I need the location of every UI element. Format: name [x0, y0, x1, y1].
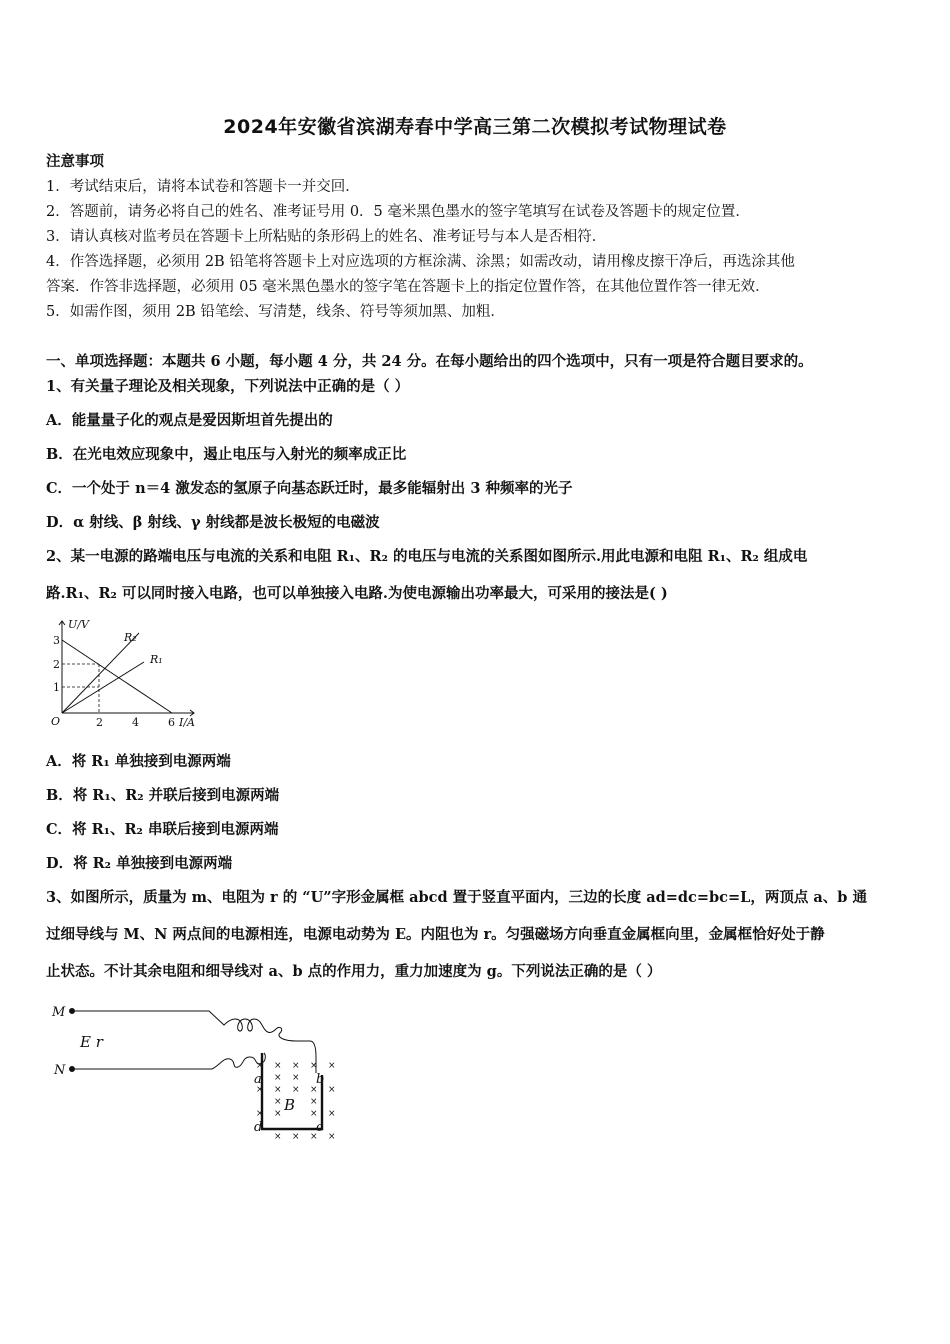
label-a: a	[254, 1072, 262, 1087]
svg-text:×: ×	[328, 1085, 336, 1095]
svg-text:×: ×	[256, 1061, 264, 1071]
r1-label: R₁	[150, 653, 163, 666]
circuit-figure	[44, 995, 344, 1145]
r2-label: R₂	[124, 631, 137, 644]
label-d: d	[254, 1120, 263, 1135]
label-e-r: E r	[80, 1033, 103, 1051]
x-tick-label: 6	[168, 716, 175, 727]
question-1-stem: 1、有关量子理论及相关现象，下列说法中正确的是（ ）	[46, 378, 410, 395]
svg-text:×: ×	[328, 1061, 336, 1071]
label-c: c	[316, 1120, 324, 1135]
svg-text:×: ×	[274, 1085, 282, 1095]
svg-text:×: ×	[310, 1061, 318, 1071]
origin-label: O	[51, 715, 61, 727]
question-1-option-b: B．在光电效应现象中，遏止电压与入射光的频率成正比	[46, 446, 407, 463]
r2-line	[62, 633, 139, 713]
label-m: M	[52, 1005, 66, 1020]
svg-text:×: ×	[310, 1132, 318, 1142]
svg-text:×: ×	[292, 1085, 300, 1095]
notice-item: 4．作答选择题，必须用 2B 铅笔将答题卡上对应选项的方框涂满、涂黑；如需改动，请用橡皮擦干净后，再选涂其他	[46, 254, 795, 270]
svg-text:×: ×	[310, 1109, 318, 1119]
ui-graph	[44, 615, 204, 727]
question-1-option-c: C．一个处于 n＝4 激发态的氢原子向基态跃迁时，最多能辐射出 3 种频率的光子	[46, 480, 573, 497]
section-heading: 一、单项选择题：本题共 6 小题，每小题 4 分，共 24 分。在每小题给出的四个选项中，只有一项是符合题目要求的。	[46, 353, 813, 370]
svg-text:×: ×	[274, 1097, 282, 1107]
svg-text:×: ×	[274, 1109, 282, 1119]
question-1-option-d: D．α 射线、β 射线、γ 射线都是波长极短的电磁波	[46, 514, 380, 531]
question-3-stem: 过细导线与 M、N 两点间的电源相连，电源电动势为 E。内阻也为 r。匀强磁场方向垂直金属框向里，金属框恰好处于静	[46, 926, 825, 943]
question-2-option-c: C．将 R₁、R₂ 串联后接到电源两端	[46, 821, 279, 838]
question-2-stem: 路.R₁、R₂ 可以同时接入电路，也可以单独接入电路.为使电源输出功率最大，可采用的接法是( )	[46, 585, 668, 602]
notice-item: 2．答题前，请务必将自己的姓名、准考证号用 0．5 毫米黑色墨水的签字笔填写在试卷及答题卡的规定位置．	[46, 204, 750, 220]
source-line	[62, 640, 172, 713]
y-tick-label: 3	[53, 634, 60, 647]
page-title: 2024年安徽省滨湖寿春中学高三第二次模拟考试物理试卷	[223, 116, 727, 138]
svg-text:×: ×	[292, 1061, 300, 1071]
question-2-stem: 2、某一电源的路端电压与电流的关系和电阻 R₁、R₂ 的电压与电流的关系图如图所示.用此电源和电阻 R₁、R₂ 组成电	[46, 548, 808, 565]
notice-item: 答案．作答非选择题，必须用 05 毫米黑色墨水的签字笔在答题卡上的指定位置作答，在其他位置作答一律无效．	[46, 279, 770, 295]
question-3-stem: 止状态。不计其余电阻和细导线对 a、b 点的作用力，重力加速度为 g。下列说法正确的是（ ）	[46, 963, 662, 980]
question-1-option-a: A．能量量子化的观点是爱因斯坦首先提出的	[46, 412, 333, 429]
x-axis-label: I/A	[179, 716, 195, 727]
question-2-option-a: A．将 R₁ 单独接到电源两端	[46, 753, 231, 770]
svg-text:×: ×	[256, 1085, 264, 1095]
svg-text:×: ×	[274, 1132, 282, 1142]
svg-text:×: ×	[256, 1109, 264, 1119]
svg-text:×: ×	[274, 1073, 282, 1083]
label-b: b	[316, 1072, 325, 1087]
question-2-option-d: D．将 R₂ 单独接到电源两端	[46, 855, 233, 872]
notice-item: 5．如需作图，须用 2B 铅笔绘、写清楚，线条、符号等须加黑、加粗．	[46, 304, 505, 320]
y-tick-label: 1	[53, 681, 60, 694]
svg-text:×: ×	[310, 1085, 318, 1095]
svg-text:×: ×	[292, 1132, 300, 1142]
svg-text:×: ×	[292, 1073, 300, 1083]
svg-text:×: ×	[328, 1132, 336, 1142]
label-b-field: B	[284, 1096, 296, 1114]
question-3-stem: 3、如图所示，质量为 m、电阻为 r 的 “U”字形金属框 abcd 置于竖直平面内，三边的长度 ad=dc=bc=L，两顶点 a、b 通	[46, 889, 867, 906]
wire-n	[72, 1053, 265, 1069]
question-2-option-b: B．将 R₁、R₂ 并联后接到电源两端	[46, 787, 280, 804]
x-tick-label: 2	[96, 716, 103, 727]
y-tick-label: 2	[53, 658, 60, 671]
notice-heading: 注意事项	[46, 153, 104, 170]
label-n: N	[54, 1063, 66, 1078]
y-axis-label: U/V	[68, 618, 89, 631]
x-tick-label: 4	[132, 716, 139, 727]
svg-text:×: ×	[274, 1061, 282, 1071]
svg-text:×: ×	[328, 1109, 336, 1119]
svg-text:×: ×	[310, 1097, 318, 1107]
notice-item: 3．请认真核对监考员在答题卡上所粘贴的条形码上的姓名、准考证号与本人是否相符．	[46, 229, 607, 245]
notice-item: 1．考试结束后，请将本试卷和答题卡一并交回．	[46, 179, 360, 195]
r1-line	[62, 662, 144, 713]
